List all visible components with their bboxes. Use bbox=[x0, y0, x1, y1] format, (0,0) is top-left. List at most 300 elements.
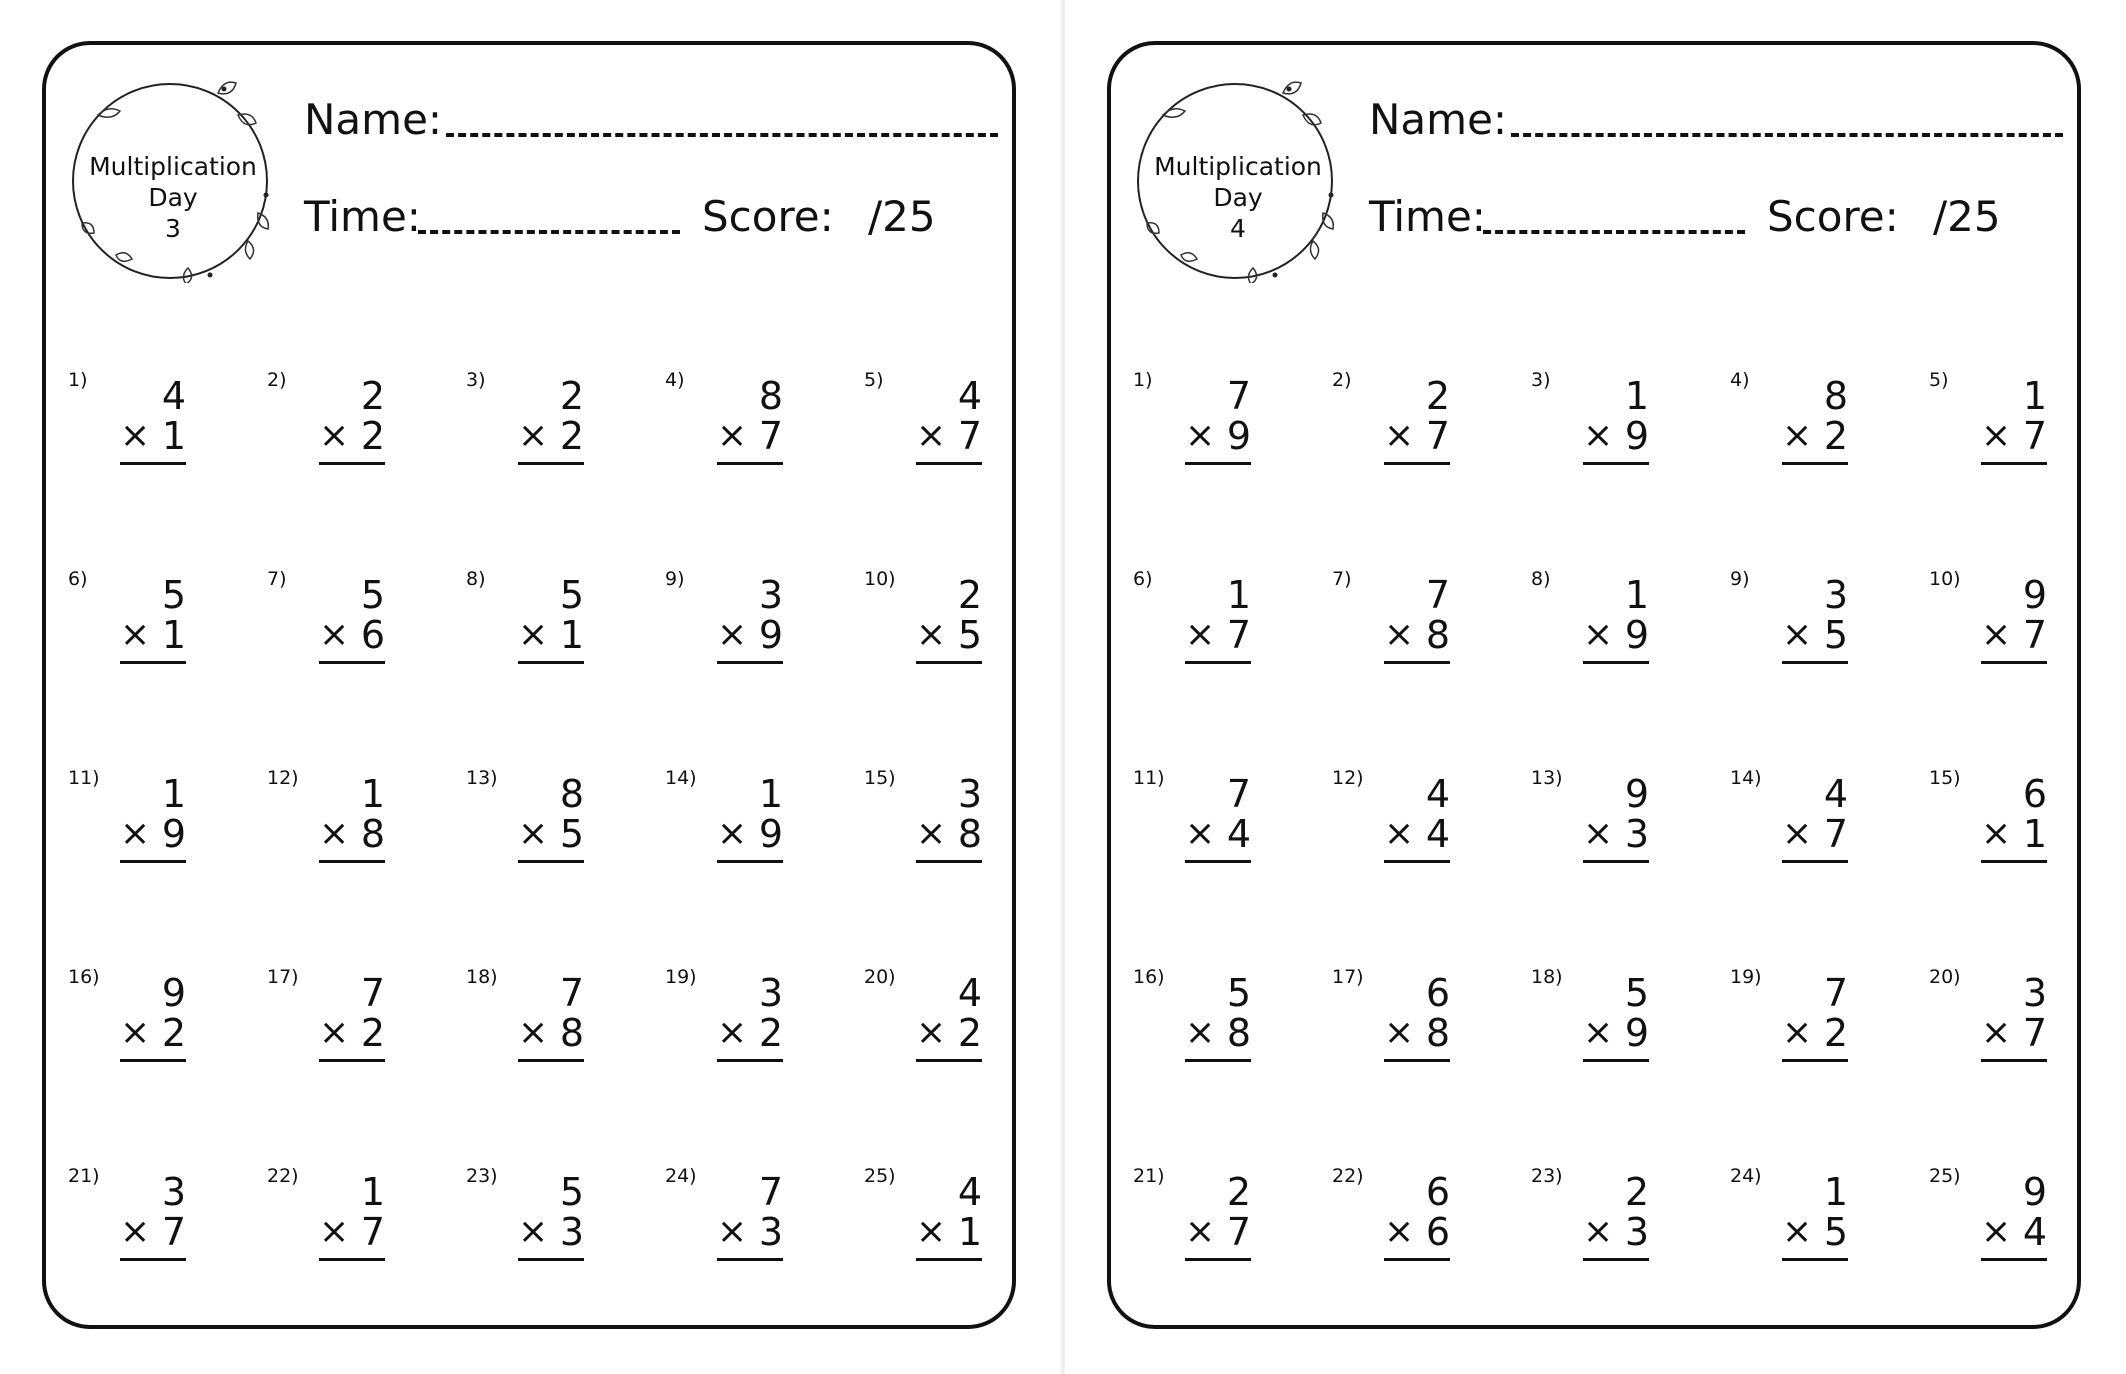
problem-item bbox=[1929, 568, 2126, 688]
multiplier-row bbox=[1384, 613, 1450, 657]
problem-number: 5) bbox=[864, 369, 884, 391]
multiplicand: 1 bbox=[1226, 573, 1251, 617]
answer-line[interactable] bbox=[1782, 1258, 1848, 1261]
problem-number: 4) bbox=[665, 369, 685, 391]
multiplier-row bbox=[120, 414, 186, 458]
multiplicand: 3 bbox=[1823, 573, 1848, 617]
problem-number: 8) bbox=[466, 568, 486, 590]
multiply-sign: × bbox=[1583, 415, 1614, 456]
multiplier-row bbox=[1583, 812, 1649, 856]
multiply-sign: × bbox=[1583, 1012, 1614, 1053]
multiplier-row bbox=[1782, 414, 1848, 458]
multiplier-row bbox=[717, 1011, 783, 1055]
problem-item bbox=[864, 966, 1062, 1086]
multiplier: 7 bbox=[1226, 1210, 1251, 1254]
multiplier-row bbox=[518, 1011, 584, 1055]
problem-item bbox=[1531, 1165, 1729, 1285]
multiplier: 8 bbox=[360, 812, 385, 856]
problem-item bbox=[68, 568, 266, 688]
problem-item bbox=[267, 568, 465, 688]
multiplier: 7 bbox=[1425, 414, 1450, 458]
multiplicand: 7 bbox=[1226, 374, 1251, 418]
multiplier: 1 bbox=[957, 1210, 982, 1254]
answer-line[interactable] bbox=[1981, 462, 2047, 465]
multiplicand: 6 bbox=[1425, 1170, 1450, 1214]
multiplicand: 4 bbox=[1425, 772, 1450, 816]
problem-item bbox=[1730, 568, 1928, 688]
problem-item bbox=[1332, 568, 1530, 688]
multiplier-row bbox=[319, 1011, 385, 1055]
title-line-1: Multiplication bbox=[89, 152, 257, 181]
problem-number: 12) bbox=[1332, 767, 1364, 789]
multiply-sign: × bbox=[518, 1012, 549, 1053]
problem-item bbox=[466, 767, 664, 887]
multiply-sign: × bbox=[518, 614, 549, 655]
problem-item bbox=[665, 767, 863, 887]
multiplier: 9 bbox=[1624, 613, 1649, 657]
multiplier: 4 bbox=[2022, 1210, 2047, 1254]
problem-item bbox=[267, 767, 465, 887]
worksheet-day-3 bbox=[42, 41, 1016, 1329]
answer-line[interactable] bbox=[518, 1258, 584, 1261]
problem-number: 10) bbox=[1929, 568, 1961, 590]
multiplier-row bbox=[1384, 414, 1450, 458]
multiplicand: 2 bbox=[1425, 374, 1450, 418]
answer-line[interactable] bbox=[1981, 860, 2047, 863]
problem-number: 2) bbox=[267, 369, 287, 391]
multiplier-row bbox=[319, 414, 385, 458]
multiply-sign: × bbox=[1185, 1012, 1216, 1053]
problem-number: 22) bbox=[267, 1165, 299, 1187]
answer-line[interactable] bbox=[319, 1059, 385, 1062]
problem-item bbox=[466, 966, 664, 1086]
answer-line[interactable] bbox=[1384, 860, 1450, 863]
problem-number: 3) bbox=[1531, 369, 1551, 391]
problem-item bbox=[864, 1165, 1062, 1285]
multiplicand: 4 bbox=[1823, 772, 1848, 816]
problem-number: 4) bbox=[1730, 369, 1750, 391]
title-line-2: Day bbox=[1213, 183, 1263, 212]
answer-line[interactable] bbox=[717, 661, 783, 664]
multiplier-row bbox=[916, 812, 982, 856]
multiplier: 9 bbox=[161, 812, 186, 856]
answer-line[interactable] bbox=[916, 1258, 982, 1261]
answer-line[interactable] bbox=[717, 462, 783, 465]
multiplier-row bbox=[916, 1210, 982, 1254]
multiplicand: 8 bbox=[1823, 374, 1848, 418]
problem-number: 7) bbox=[1332, 568, 1352, 590]
multiply-sign: × bbox=[1782, 1012, 1813, 1053]
multiplier: 8 bbox=[1425, 1011, 1450, 1055]
problem-number: 19) bbox=[665, 966, 697, 988]
multiplicand: 1 bbox=[1624, 374, 1649, 418]
multiplicand: 7 bbox=[1425, 573, 1450, 617]
multiplier-row bbox=[518, 812, 584, 856]
answer-line[interactable] bbox=[1583, 1258, 1649, 1261]
multiply-sign: × bbox=[1981, 1012, 2012, 1053]
multiplier-row bbox=[916, 613, 982, 657]
multiplier: 2 bbox=[161, 1011, 186, 1055]
problem-item bbox=[665, 966, 863, 1086]
problem-number: 10) bbox=[864, 568, 896, 590]
multiplier: 1 bbox=[559, 613, 584, 657]
answer-line[interactable] bbox=[1185, 1059, 1251, 1062]
multiplicand: 9 bbox=[1624, 772, 1649, 816]
multiplicand: 4 bbox=[957, 971, 982, 1015]
multiplicand: 3 bbox=[758, 573, 783, 617]
problem-item bbox=[1133, 966, 1331, 1086]
multiplier: 4 bbox=[1226, 812, 1251, 856]
problem-item bbox=[466, 568, 664, 688]
problem-item bbox=[1332, 767, 1530, 887]
problem-item bbox=[267, 966, 465, 1086]
multiply-sign: × bbox=[916, 1211, 947, 1252]
problem-number: 14) bbox=[665, 767, 697, 789]
problem-item bbox=[1730, 966, 1928, 1086]
multiplicand: 7 bbox=[1226, 772, 1251, 816]
multiplier-row bbox=[717, 1210, 783, 1254]
answer-line[interactable] bbox=[916, 462, 982, 465]
multiplier: 9 bbox=[758, 812, 783, 856]
multiplier-row bbox=[1583, 1210, 1649, 1254]
name-blank[interactable] bbox=[1511, 133, 2063, 137]
multiplier-row bbox=[1583, 1011, 1649, 1055]
multiplicand: 2 bbox=[1624, 1170, 1649, 1214]
time-label: Time: bbox=[304, 192, 421, 241]
answer-line[interactable] bbox=[1583, 462, 1649, 465]
answer-line[interactable] bbox=[1583, 1059, 1649, 1062]
multiply-sign: × bbox=[120, 614, 151, 655]
answer-line[interactable] bbox=[916, 661, 982, 664]
multiplier: 1 bbox=[2022, 812, 2047, 856]
multiplicand: 1 bbox=[161, 772, 186, 816]
answer-line[interactable] bbox=[916, 1059, 982, 1062]
problem-item bbox=[68, 966, 266, 1086]
multiplier: 2 bbox=[559, 414, 584, 458]
answer-line[interactable] bbox=[916, 860, 982, 863]
multiplier: 2 bbox=[957, 1011, 982, 1055]
multiplier: 7 bbox=[360, 1210, 385, 1254]
answer-line[interactable] bbox=[1185, 860, 1251, 863]
problem-number: 25) bbox=[1929, 1165, 1961, 1187]
multiply-sign: × bbox=[120, 1012, 151, 1053]
multiplicand: 1 bbox=[360, 772, 385, 816]
multiplier: 8 bbox=[559, 1011, 584, 1055]
multiplier-row bbox=[518, 613, 584, 657]
multiply-sign: × bbox=[1981, 1211, 2012, 1252]
answer-line[interactable] bbox=[319, 462, 385, 465]
multiplier: 2 bbox=[758, 1011, 783, 1055]
problem-item bbox=[1332, 1165, 1530, 1285]
multiplier: 5 bbox=[1823, 1210, 1848, 1254]
answer-line[interactable] bbox=[717, 1059, 783, 1062]
multiplier: 2 bbox=[1823, 1011, 1848, 1055]
multiplicand: 7 bbox=[1823, 971, 1848, 1015]
multiplier-row bbox=[1384, 1011, 1450, 1055]
answer-line[interactable] bbox=[319, 1258, 385, 1261]
problem-item bbox=[1929, 1165, 2126, 1285]
multiplier-row bbox=[916, 414, 982, 458]
multiplier-row bbox=[319, 613, 385, 657]
problem-number: 7) bbox=[267, 568, 287, 590]
problem-number: 20) bbox=[864, 966, 896, 988]
multiply-sign: × bbox=[1782, 1211, 1813, 1252]
multiplicand: 5 bbox=[1624, 971, 1649, 1015]
multiplier-row bbox=[1782, 613, 1848, 657]
multiplier-row bbox=[1185, 414, 1251, 458]
answer-line[interactable] bbox=[1981, 661, 2047, 664]
multiply-sign: × bbox=[518, 1211, 549, 1252]
multiply-sign: × bbox=[717, 415, 748, 456]
multiply-sign: × bbox=[1384, 1211, 1415, 1252]
multiplicand: 2 bbox=[957, 573, 982, 617]
multiplier: 1 bbox=[161, 414, 186, 458]
problem-item bbox=[1730, 369, 1928, 489]
answer-line[interactable] bbox=[120, 1059, 186, 1062]
answer-line[interactable] bbox=[1384, 661, 1450, 664]
multiplier-row bbox=[1185, 812, 1251, 856]
answer-line[interactable] bbox=[120, 1258, 186, 1261]
name-label: Name: bbox=[304, 95, 443, 144]
multiplier: 7 bbox=[758, 414, 783, 458]
problem-number: 13) bbox=[1531, 767, 1563, 789]
problem-number: 24) bbox=[665, 1165, 697, 1187]
multiplier-row bbox=[319, 1210, 385, 1254]
answer-line[interactable] bbox=[1782, 661, 1848, 664]
problem-item bbox=[1531, 966, 1729, 1086]
problem-number: 19) bbox=[1730, 966, 1762, 988]
multiply-sign: × bbox=[120, 1211, 151, 1252]
multiplier-row bbox=[518, 1210, 584, 1254]
multiply-sign: × bbox=[717, 1211, 748, 1252]
problem-item bbox=[466, 1165, 664, 1285]
problem-item bbox=[68, 369, 266, 489]
answer-line[interactable] bbox=[1384, 462, 1450, 465]
title-line-1: Multiplication bbox=[1154, 152, 1322, 181]
problem-number: 6) bbox=[68, 568, 88, 590]
multiply-sign: × bbox=[319, 614, 350, 655]
multiplicand: 2 bbox=[360, 374, 385, 418]
answer-line[interactable] bbox=[120, 860, 186, 863]
multiplier-row bbox=[1185, 1210, 1251, 1254]
multiply-sign: × bbox=[1185, 415, 1216, 456]
problem-item bbox=[1730, 767, 1928, 887]
multiplier: 7 bbox=[1226, 613, 1251, 657]
multiplicand: 1 bbox=[758, 772, 783, 816]
multiplicand: 3 bbox=[161, 1170, 186, 1214]
multiply-sign: × bbox=[518, 813, 549, 854]
multiplicand: 7 bbox=[559, 971, 584, 1015]
multiplicand: 1 bbox=[360, 1170, 385, 1214]
multiply-sign: × bbox=[1981, 614, 2012, 655]
problem-number: 11) bbox=[68, 767, 100, 789]
multiplier-row bbox=[717, 812, 783, 856]
answer-line[interactable] bbox=[1782, 1059, 1848, 1062]
problem-number: 23) bbox=[1531, 1165, 1563, 1187]
answer-line[interactable] bbox=[319, 860, 385, 863]
answer-line[interactable] bbox=[1384, 1258, 1450, 1261]
multiplier: 3 bbox=[1624, 812, 1649, 856]
multiplier: 7 bbox=[957, 414, 982, 458]
answer-line[interactable] bbox=[120, 661, 186, 664]
problem-item bbox=[1730, 1165, 1928, 1285]
multiplier-row bbox=[717, 414, 783, 458]
problem-item bbox=[665, 1165, 863, 1285]
wreath-badge bbox=[68, 63, 278, 283]
answer-line[interactable] bbox=[1981, 1059, 2047, 1062]
multiply-sign: × bbox=[319, 813, 350, 854]
multiplier-row bbox=[319, 812, 385, 856]
problem-number: 21) bbox=[1133, 1165, 1165, 1187]
multiplicand: 5 bbox=[559, 573, 584, 617]
problem-item bbox=[1531, 369, 1729, 489]
problem-item bbox=[665, 369, 863, 489]
time-label: Time: bbox=[1369, 192, 1486, 241]
answer-line[interactable] bbox=[319, 661, 385, 664]
worksheet-day-4 bbox=[1107, 41, 2081, 1329]
multiplier: 2 bbox=[360, 414, 385, 458]
multiplicand: 9 bbox=[161, 971, 186, 1015]
problem-number: 9) bbox=[665, 568, 685, 590]
problem-item bbox=[1929, 767, 2126, 887]
multiplier: 9 bbox=[1624, 414, 1649, 458]
multiplier: 5 bbox=[957, 613, 982, 657]
multiply-sign: × bbox=[1384, 415, 1415, 456]
wreath-title bbox=[1133, 151, 1343, 244]
problem-number: 20) bbox=[1929, 966, 1961, 988]
multiplier: 7 bbox=[2022, 613, 2047, 657]
multiply-sign: × bbox=[1185, 1211, 1216, 1252]
multiply-sign: × bbox=[1384, 1012, 1415, 1053]
multiplicand: 9 bbox=[2022, 573, 2047, 617]
multiply-sign: × bbox=[1981, 415, 2012, 456]
multiplier-row bbox=[120, 1210, 186, 1254]
multiply-sign: × bbox=[1384, 614, 1415, 655]
answer-line[interactable] bbox=[1583, 661, 1649, 664]
problem-number: 23) bbox=[466, 1165, 498, 1187]
problem-number: 22) bbox=[1332, 1165, 1364, 1187]
multiplier: 8 bbox=[957, 812, 982, 856]
multiplier-row bbox=[1981, 1011, 2047, 1055]
multiplier: 7 bbox=[2022, 1011, 2047, 1055]
multiplier: 3 bbox=[1624, 1210, 1649, 1254]
multiplicand: 7 bbox=[360, 971, 385, 1015]
answer-line[interactable] bbox=[120, 462, 186, 465]
multiplicand: 4 bbox=[161, 374, 186, 418]
time-blank[interactable] bbox=[418, 230, 680, 234]
multiplier: 2 bbox=[1823, 414, 1848, 458]
problem-item bbox=[466, 369, 664, 489]
multiplier: 6 bbox=[1425, 1210, 1450, 1254]
multiply-sign: × bbox=[1782, 813, 1813, 854]
multiplicand: 8 bbox=[758, 374, 783, 418]
score-total: /25 bbox=[1933, 192, 2001, 241]
answer-line[interactable] bbox=[1583, 860, 1649, 863]
multiplier: 9 bbox=[1226, 414, 1251, 458]
answer-line[interactable] bbox=[518, 661, 584, 664]
problem-grid bbox=[68, 369, 1008, 1299]
multiplicand: 3 bbox=[2022, 971, 2047, 1015]
multiplier: 7 bbox=[161, 1210, 186, 1254]
multiplicand: 1 bbox=[1823, 1170, 1848, 1214]
multiplier-row bbox=[1981, 812, 2047, 856]
multiply-sign: × bbox=[1384, 813, 1415, 854]
time-blank[interactable] bbox=[1483, 230, 1745, 234]
problem-number: 8) bbox=[1531, 568, 1551, 590]
multiplicand: 7 bbox=[758, 1170, 783, 1214]
problem-number: 15) bbox=[864, 767, 896, 789]
multiplier-row bbox=[120, 1011, 186, 1055]
answer-line[interactable] bbox=[717, 1258, 783, 1261]
score-total: /25 bbox=[868, 192, 936, 241]
multiplicand: 2 bbox=[1226, 1170, 1251, 1214]
problem-item bbox=[68, 767, 266, 887]
multiply-sign: × bbox=[1185, 614, 1216, 655]
multiplier: 2 bbox=[360, 1011, 385, 1055]
problem-grid bbox=[1133, 369, 2073, 1299]
answer-line[interactable] bbox=[1185, 1258, 1251, 1261]
multiplier-row bbox=[1384, 812, 1450, 856]
multiply-sign: × bbox=[916, 813, 947, 854]
answer-line[interactable] bbox=[518, 860, 584, 863]
problem-item bbox=[1133, 568, 1331, 688]
problem-number: 18) bbox=[466, 966, 498, 988]
answer-line[interactable] bbox=[518, 1059, 584, 1062]
multiplier-row bbox=[1583, 613, 1649, 657]
wreath-title bbox=[68, 151, 278, 244]
answer-line[interactable] bbox=[1185, 462, 1251, 465]
problem-number: 25) bbox=[864, 1165, 896, 1187]
multiplier-row bbox=[1981, 414, 2047, 458]
multiplier-row bbox=[717, 613, 783, 657]
problem-item bbox=[864, 767, 1062, 887]
multiplier-row bbox=[1782, 1210, 1848, 1254]
multiplier: 8 bbox=[1425, 613, 1450, 657]
problem-number: 17) bbox=[1332, 966, 1364, 988]
multiply-sign: × bbox=[1583, 813, 1614, 854]
answer-line[interactable] bbox=[1185, 661, 1251, 664]
answer-line[interactable] bbox=[1782, 860, 1848, 863]
multiply-sign: × bbox=[717, 813, 748, 854]
problem-item bbox=[267, 1165, 465, 1285]
problem-item bbox=[1133, 1165, 1331, 1285]
multiplicand: 2 bbox=[559, 374, 584, 418]
problem-item bbox=[1929, 966, 2126, 1086]
multiplier-row bbox=[1384, 1210, 1450, 1254]
answer-line[interactable] bbox=[518, 462, 584, 465]
multiplier: 9 bbox=[1624, 1011, 1649, 1055]
problem-item bbox=[665, 568, 863, 688]
answer-line[interactable] bbox=[1981, 1258, 2047, 1261]
problem-number: 14) bbox=[1730, 767, 1762, 789]
name-blank[interactable] bbox=[446, 133, 998, 137]
answer-line[interactable] bbox=[1782, 462, 1848, 465]
multiplier-row bbox=[1981, 613, 2047, 657]
problem-number: 2) bbox=[1332, 369, 1352, 391]
wreath-badge bbox=[1133, 63, 1343, 283]
multiply-sign: × bbox=[319, 415, 350, 456]
multiply-sign: × bbox=[916, 614, 947, 655]
problem-item bbox=[1929, 369, 2126, 489]
answer-line[interactable] bbox=[717, 860, 783, 863]
multiply-sign: × bbox=[1981, 813, 2012, 854]
multiplicand: 4 bbox=[957, 374, 982, 418]
problem-item bbox=[1332, 966, 1530, 1086]
multiplier: 3 bbox=[758, 1210, 783, 1254]
multiplicand: 5 bbox=[559, 1170, 584, 1214]
answer-line[interactable] bbox=[1384, 1059, 1450, 1062]
multiplicand: 5 bbox=[1226, 971, 1251, 1015]
